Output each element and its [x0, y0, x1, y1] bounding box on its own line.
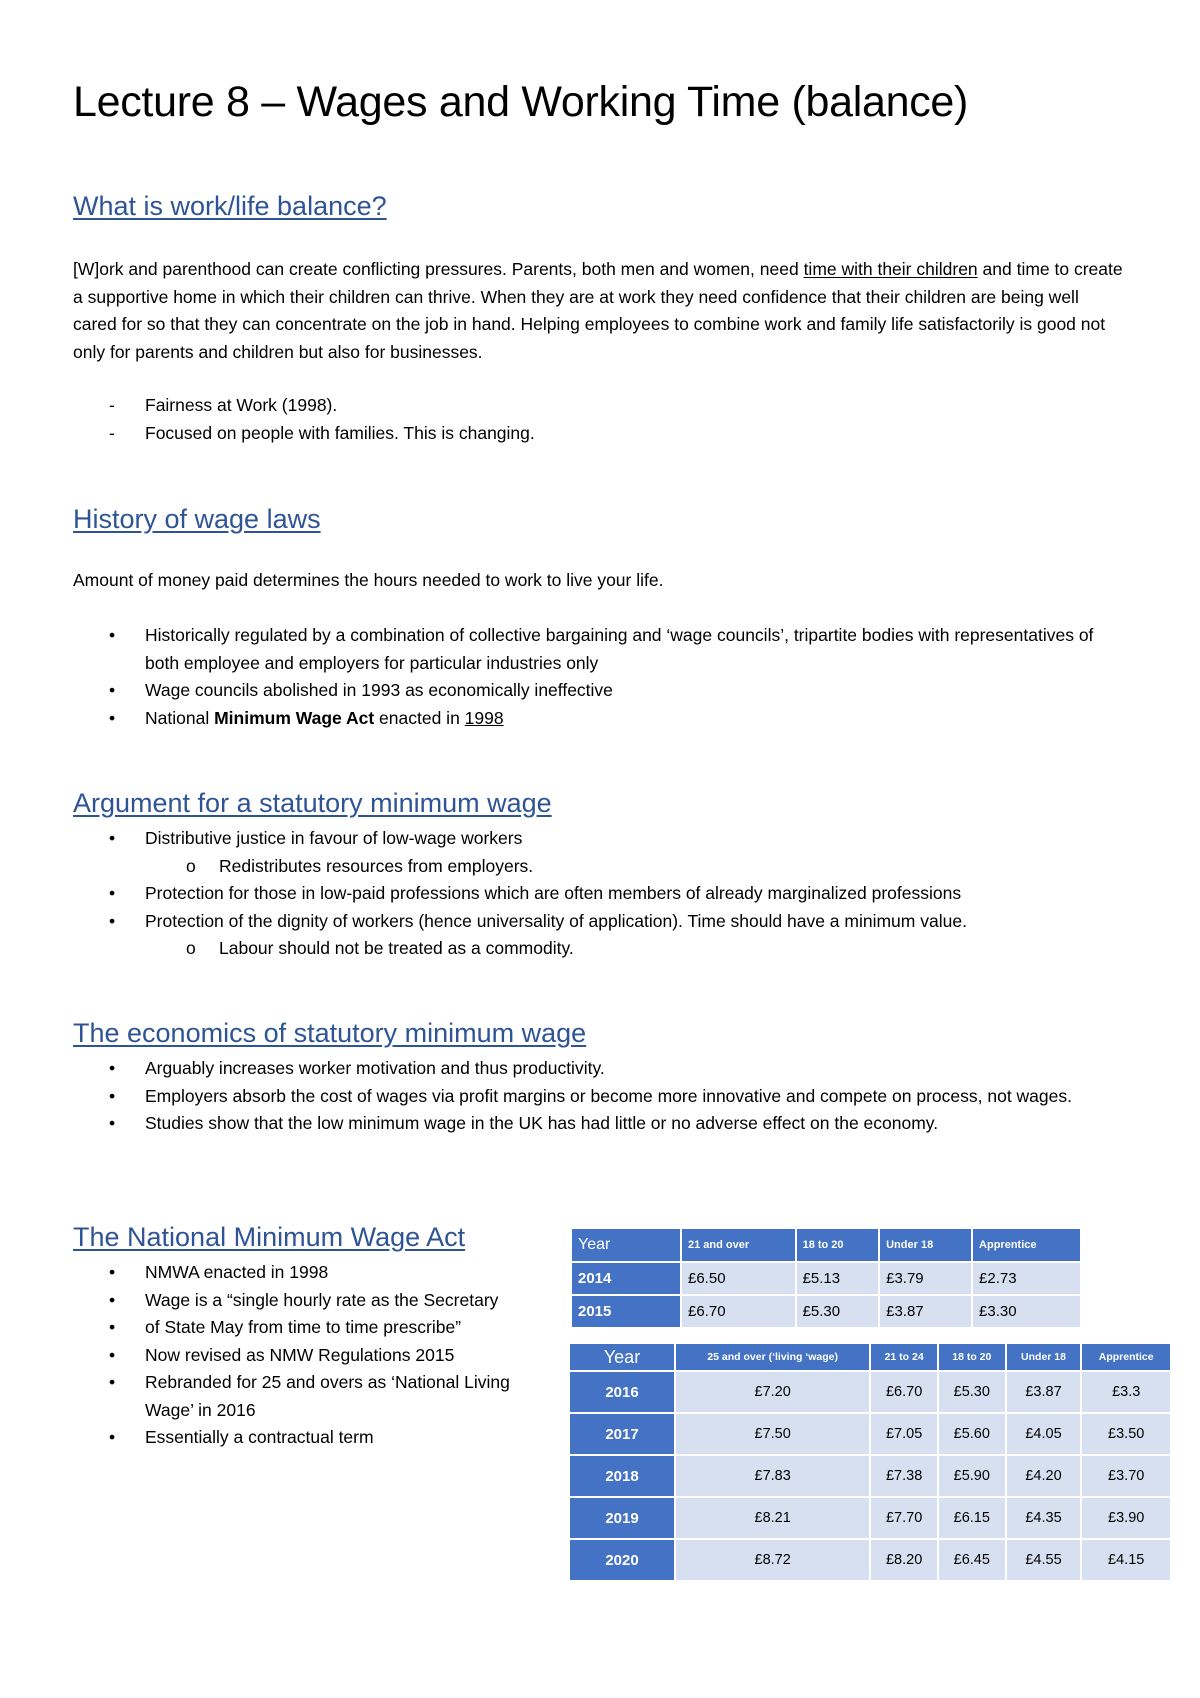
table-cell: 2014 — [572, 1263, 680, 1294]
list-item: • Protection of the dignity of workers (hence universality of application). Time should have a minimum value. — [73, 908, 1173, 936]
table-cell: £7.83 — [676, 1456, 869, 1496]
column-header: 18 to 20 — [797, 1229, 879, 1261]
table-cell: £7.38 — [871, 1456, 937, 1496]
dash-marker: - — [109, 395, 115, 415]
heading-history-of-wage-laws: History of wage laws — [73, 504, 321, 534]
table-cell: £3.50 — [1082, 1414, 1170, 1454]
table-cell: £5.90 — [939, 1456, 1005, 1496]
table-row — [570, 1456, 1170, 1496]
column-header: Year — [572, 1229, 680, 1261]
table-cell: £6.70 — [682, 1296, 795, 1327]
table-cell: £6.70 — [871, 1372, 937, 1412]
bullet-marker: • — [109, 1317, 116, 1337]
table-cell: £3.79 — [880, 1263, 971, 1294]
table-cell: £3.3 — [1082, 1372, 1170, 1412]
table-cell: 2017 — [570, 1414, 674, 1454]
column-header: Apprentice — [973, 1229, 1080, 1261]
bullet-marker: • — [109, 910, 116, 931]
wlb-paragraph: [W]ork and parenthood can create conflicting pressures. Parents, both men and women, need time with their children and time to create a supportive home in which their children can thrive. When they are at work they need confidence that their children are being well cared for so that they can concentrate on the job in hand. Helping employees to combine work and family life satisfactorily is good not only for parents and children but also for businesses. — [73, 259, 1123, 362]
list-item: • Now revised as NMW Regulations 2015 — [73, 1342, 528, 1370]
table-cell: £3.87 — [1007, 1372, 1081, 1412]
list-item: • of State May from time to time prescribe” — [73, 1314, 528, 1342]
page-title: Lecture 8 – Wages and Working Time (balance) — [73, 78, 969, 126]
table-row — [570, 1414, 1170, 1454]
bullet-marker: • — [109, 1427, 116, 1447]
bullet-marker: • — [109, 680, 116, 700]
list-item: • Rebranded for 25 and overs as ‘National Living Wage’ in 2016 — [73, 1369, 528, 1424]
sub-list-item: o Redistributes resources from employers. — [73, 853, 1173, 881]
heading-economics-minimum-wage: The economics of statutory minimum wage — [73, 1018, 587, 1048]
table-header-row — [570, 1344, 1170, 1370]
bullet-marker: • — [109, 883, 116, 903]
table-cell: £6.15 — [939, 1498, 1005, 1538]
list-item: • Employers absorb the cost of wages via profit margins or become more innovative and compete on process, not wages. — [73, 1083, 1143, 1111]
table-cell: £5.13 — [797, 1263, 879, 1294]
bullet-marker: • — [109, 707, 116, 728]
nmwa-list — [73, 1259, 528, 1452]
dash-marker: - — [109, 422, 115, 443]
sub-marker: o — [186, 938, 196, 958]
sub-list-item: o Labour should not be treated as a commodity. — [73, 935, 1173, 963]
column-header: Under 18 — [880, 1229, 971, 1261]
list-item: • Wage councils abolished in 1993 as economically ineffective — [73, 677, 1123, 705]
underlined-phrase: time with their children — [803, 259, 978, 279]
bullet-marker: • — [109, 1289, 116, 1310]
wage-rates-table-2016-2020 — [568, 1342, 1172, 1582]
column-header: 21 to 24 — [871, 1344, 937, 1370]
column-header: 18 to 20 — [939, 1344, 1005, 1370]
column-header: 25 and over (‘living ‘wage) — [676, 1344, 869, 1370]
table-cell: £7.70 — [871, 1498, 937, 1538]
table-cell: 2018 — [570, 1456, 674, 1496]
heading-work-life-balance: What is work/life balance? — [73, 191, 387, 221]
list-item: • National Minimum Wage Act enacted in 1998 — [73, 705, 1123, 733]
heading-argument-minimum-wage: Argument for a statutory minimum wage — [73, 788, 552, 818]
economics-list — [73, 1055, 1143, 1138]
wage-rates-table-2014-2015 — [570, 1227, 1082, 1329]
table-cell: £5.60 — [939, 1414, 1005, 1454]
table-cell: 2015 — [572, 1296, 680, 1327]
list-item: - Fairness at Work (1998). — [73, 392, 535, 420]
bullet-marker: • — [109, 1344, 116, 1365]
table-cell: £3.90 — [1082, 1498, 1170, 1538]
table-row — [570, 1540, 1170, 1580]
heading-national-minimum-wage-act: The National Minimum Wage Act — [73, 1222, 466, 1252]
table-cell: £3.30 — [973, 1296, 1080, 1327]
list-item: - Focused on people with families. This is changing. — [73, 420, 535, 448]
bullet-marker: • — [109, 1113, 116, 1133]
table-cell: £5.30 — [939, 1372, 1005, 1412]
list-item: • Studies show that the low minimum wage in the UK has had little or no adverse effect on the economy. — [73, 1110, 1143, 1138]
bullet-marker: • — [109, 625, 116, 645]
column-header: 21 and over — [682, 1229, 795, 1261]
list-item: • Wage is a “single hourly rate as the Secretary — [73, 1287, 528, 1315]
column-header: Apprentice — [1082, 1344, 1170, 1370]
table-header-row — [572, 1229, 1080, 1261]
wlb-dash-list — [73, 392, 535, 447]
table-cell: £7.20 — [676, 1372, 869, 1412]
table-cell: £5.30 — [797, 1296, 879, 1327]
bullet-marker: • — [109, 1058, 116, 1078]
table-row — [572, 1296, 1080, 1327]
history-list — [73, 622, 1123, 732]
column-header: Year — [570, 1344, 674, 1370]
bullet-marker: • — [109, 1262, 116, 1282]
table-cell: £3.70 — [1082, 1456, 1170, 1496]
list-item: • Essentially a contractual term — [73, 1424, 528, 1452]
table-cell: 2016 — [570, 1372, 674, 1412]
table-cell: £4.15 — [1082, 1540, 1170, 1580]
list-item: • Distributive justice in favour of low-wage workers — [73, 825, 1173, 853]
table-cell: £8.72 — [676, 1540, 869, 1580]
table-cell: 2019 — [570, 1498, 674, 1538]
list-item: • Protection for those in low-paid professions which are often members of already marginalized professions — [73, 880, 1173, 908]
list-item: • Arguably increases worker motivation and thus productivity. — [73, 1055, 1143, 1083]
bullet-marker: • — [109, 828, 116, 848]
table-cell: £4.20 — [1007, 1456, 1081, 1496]
sub-marker: o — [186, 855, 196, 876]
list-item: • NMWA enacted in 1998 — [73, 1259, 528, 1287]
history-intro: Amount of money paid determines the hours needed to work to live your life. — [73, 570, 664, 590]
table-cell: £4.55 — [1007, 1540, 1081, 1580]
table-row — [570, 1498, 1170, 1538]
table-cell: £2.73 — [973, 1263, 1080, 1294]
argument-list — [73, 825, 1173, 963]
table-cell: £7.05 — [871, 1414, 937, 1454]
table-cell: £3.87 — [880, 1296, 971, 1327]
bullet-marker: • — [109, 1085, 116, 1106]
table-cell: £7.50 — [676, 1414, 869, 1454]
table-cell: £6.50 — [682, 1263, 795, 1294]
table-cell: 2020 — [570, 1540, 674, 1580]
table-cell: £6.45 — [939, 1540, 1005, 1580]
table-cell: £8.20 — [871, 1540, 937, 1580]
table-cell: £4.05 — [1007, 1414, 1081, 1454]
list-item: • Historically regulated by a combination of collective bargaining and ‘wage councils’, tripartite bodies with representatives of both employee and employers for particular industries only — [73, 622, 1123, 677]
table-row — [570, 1372, 1170, 1412]
table-cell: £4.35 — [1007, 1498, 1081, 1538]
column-header: Under 18 — [1007, 1344, 1081, 1370]
bullet-marker: • — [109, 1372, 116, 1392]
table-row — [572, 1263, 1080, 1294]
table-cell: £8.21 — [676, 1498, 869, 1538]
